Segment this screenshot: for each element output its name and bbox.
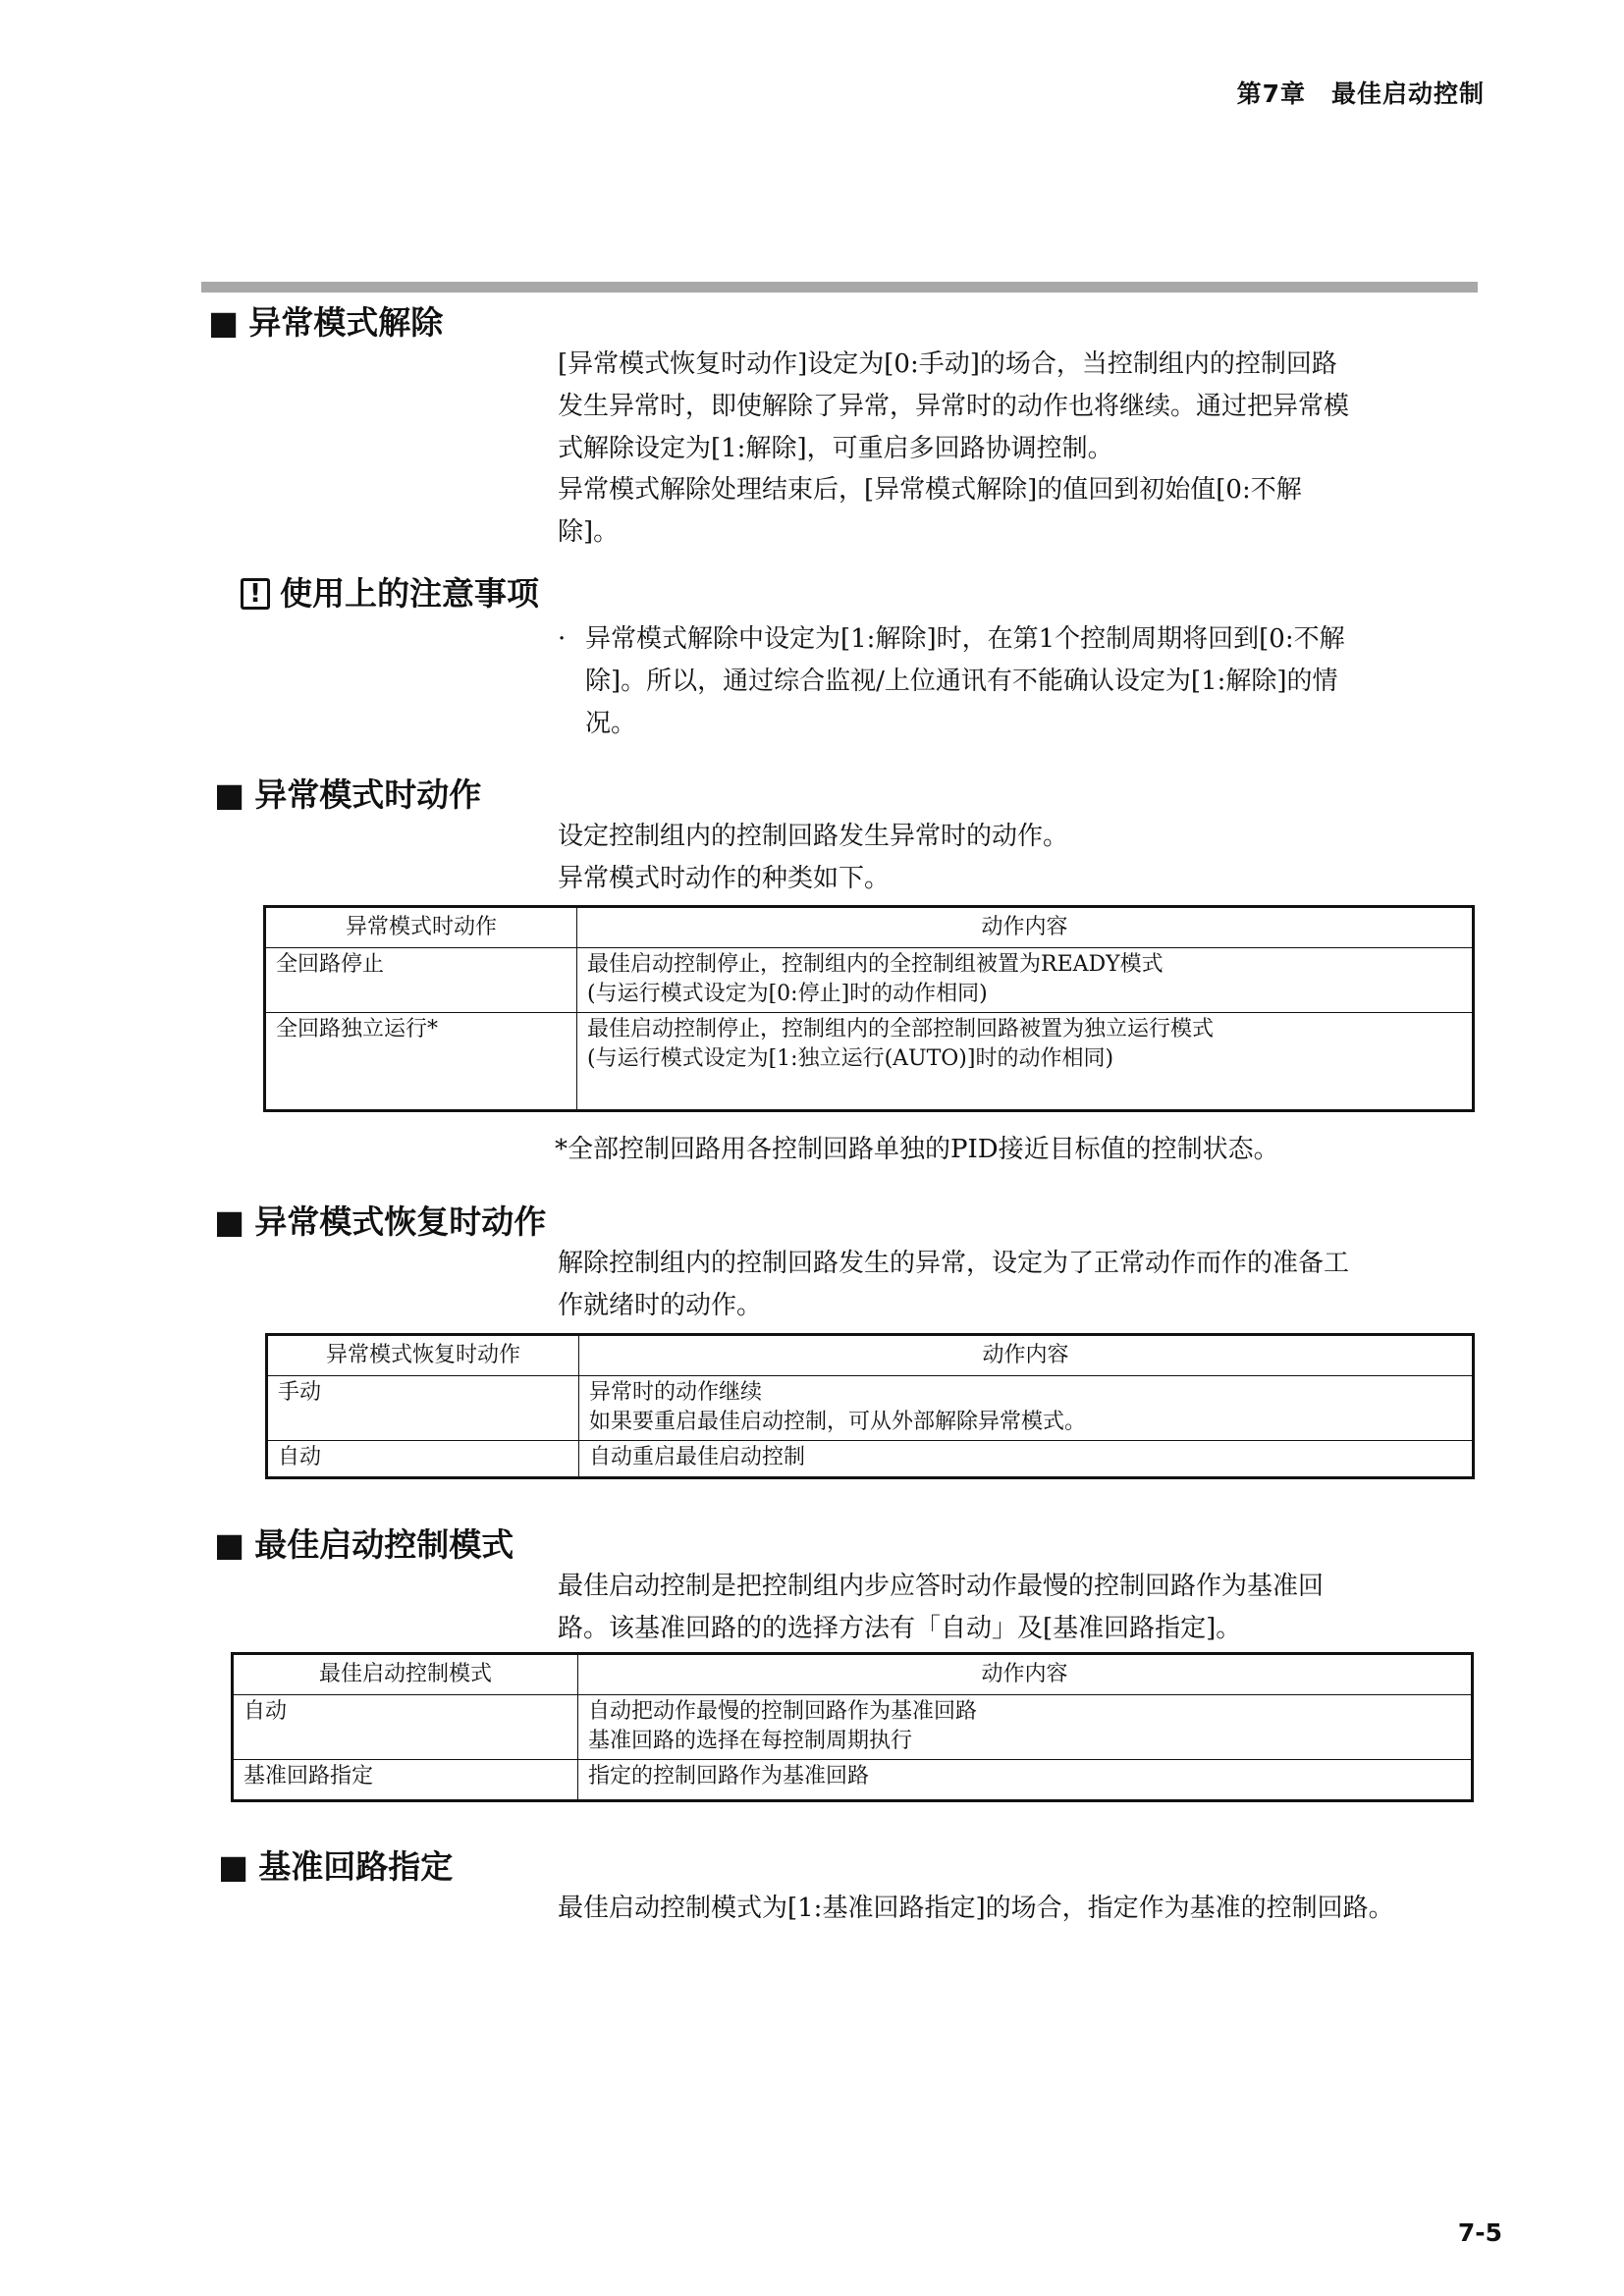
table-cell-name: 自动 [233, 1695, 578, 1760]
section-paragraph: 最佳启动控制模式为[1:基准回路指定]的场合，指定作为基准的控制回路。 [558, 1894, 1394, 1923]
section-title-text: 基准回路指定 [258, 1847, 454, 1886]
section-title-text: 异常模式解除 [248, 303, 444, 342]
square-bullet-icon: ■ [208, 303, 240, 342]
table-cell-name: 自动 [267, 1441, 579, 1478]
header-rule [201, 282, 1478, 293]
table-footnote: *全部控制回路用各控制回路单独的PID接近目标值的控制状态。 [555, 1135, 1279, 1164]
table-cell-name: 全回路独立运行* [265, 1013, 577, 1111]
table-header-cell: 动作内容 [577, 907, 1474, 948]
table-cell-desc: 自动重启最佳启动控制 [579, 1441, 1474, 1478]
page-number: 7-5 [1457, 2218, 1502, 2247]
table-row [265, 948, 1474, 1013]
caution-bullet [558, 618, 1345, 745]
square-bullet-icon: ■ [214, 1202, 245, 1241]
section-title-error-mode-release [208, 303, 444, 342]
table-header-row [267, 1335, 1474, 1376]
table-cell-desc: 异常时的动作继续 如果要重启最佳启动控制，可从外部解除异常模式。 [579, 1376, 1474, 1441]
section-paragraph: 异常模式解除处理结束后，[异常模式解除]的值回到初始值[0:不解 除]。 [558, 475, 1302, 547]
table-row [267, 1376, 1474, 1441]
table-cell-name: 全回路停止 [265, 948, 577, 1013]
section-title-text: 最佳启动控制模式 [254, 1525, 514, 1564]
table-cell-name: 基准回路指定 [233, 1760, 578, 1801]
section-paragraph: 设定控制组内的控制回路发生异常时的动作。 异常模式时动作的种类如下。 [558, 822, 1069, 893]
error-recovery-action-table [265, 1333, 1475, 1479]
table-header-cell: 动作内容 [579, 1335, 1474, 1376]
table-row [233, 1760, 1473, 1801]
table-row [233, 1695, 1473, 1760]
chapter-title: 最佳启动控制 [1330, 80, 1485, 108]
caution-title [241, 574, 539, 613]
square-bullet-icon: ■ [218, 1847, 249, 1886]
bullet-dot-icon: · [558, 624, 567, 654]
table-row [267, 1441, 1474, 1478]
table-header-row [265, 907, 1474, 948]
caution-text: 异常模式解除中设定为[1:解除]时，在第1个控制周期将回到[0:不解 除]。所以，通过综合监视/上位通讯有不能确认设定为[1:解除]的情 况。 [585, 624, 1345, 738]
section-paragraph: 最佳启动控制是把控制组内步应答时动作最慢的控制回路作为基准回 路。该基准回路的的选择方法有「自动」及[基准回路指定]。 [558, 1572, 1325, 1643]
table-cell-desc: 最佳启动控制停止，控制组内的全控制组被置为READY模式 (与运行模式设定为[0:停止]时的动作相同) [577, 948, 1474, 1013]
section-title-text: 异常模式恢复时动作 [254, 1202, 547, 1241]
table-header-cell: 异常模式时动作 [265, 907, 577, 948]
section-paragraph: [异常模式恢复时动作]设定为[0:手动]的场合，当控制组内的控制回路 发生异常时，即使解除了异常，异常时的动作也将继续。通过把异常模 式解除设定为[1:解除]，可重启多回路协调控制。 [558, 349, 1350, 463]
section-paragraph: 解除控制组内的控制回路发生的异常，设定为了正常动作而作的准备工 作就绪时的动作。 [558, 1249, 1350, 1320]
table-cell-name: 手动 [267, 1376, 579, 1441]
chapter-number: 第7章 [1236, 80, 1306, 108]
section-title-optimal-start-mode [214, 1525, 514, 1564]
error-mode-action-table [263, 905, 1475, 1112]
section-title-error-mode-action [214, 775, 482, 814]
table-cell-desc: 指定的控制回路作为基准回路 [578, 1760, 1473, 1801]
caution-title-text: 使用上的注意事项 [280, 574, 539, 613]
table-header-cell: 异常模式恢复时动作 [267, 1335, 579, 1376]
table-header-cell: 最佳启动控制模式 [233, 1654, 578, 1695]
table-header-cell: 动作内容 [578, 1654, 1473, 1695]
exclamation-icon: ! [241, 578, 270, 610]
square-bullet-icon: ■ [214, 1525, 245, 1564]
section-title-error-recovery-action [214, 1202, 547, 1241]
optimal-start-mode-table [231, 1652, 1474, 1802]
square-bullet-icon: ■ [214, 775, 245, 814]
table-cell-desc: 最佳启动控制停止，控制组内的全部控制回路被置为独立运行模式 (与运行模式设定为[1:独立运行(AUTO)]时的动作相同) [577, 1013, 1474, 1111]
section-title-reference-loop [218, 1847, 454, 1886]
table-row [265, 1013, 1474, 1111]
table-cell-desc: 自动把动作最慢的控制回路作为基准回路 基准回路的选择在每控制周期执行 [578, 1695, 1473, 1760]
page-header [1237, 75, 1485, 110]
section-title-text: 异常模式时动作 [254, 775, 482, 814]
table-header-row [233, 1654, 1473, 1695]
